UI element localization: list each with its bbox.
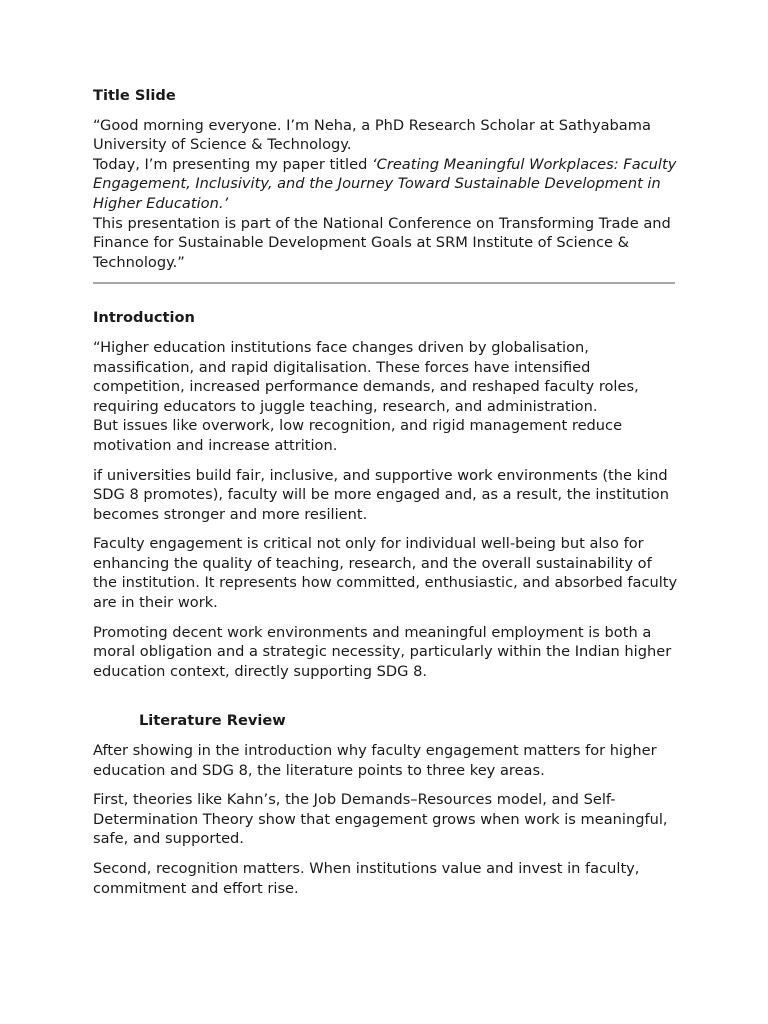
paper-title-prefix: Today, I’m presenting my paper titled <box>93 155 372 173</box>
literature-review-paragraph-2: First, theories like Kahn’s, the Job Demands–Resources model, and Self-Determination Theory show that engagement grows when work is meaningful, safe, and supported. <box>93 791 668 848</box>
title-slide-heading: Title Slide <box>93 87 176 104</box>
horizontal-divider <box>93 282 675 284</box>
introduction-paragraph-1-text-a: “Higher education institutions face changes driven by globalisation, massification, and rapid digitalisation. These forces have intensified competition, increased performance demands, and reshaped faculty roles, requiring educators to juggle teaching, research, and administration. <box>93 338 639 415</box>
section-spacer <box>93 691 678 711</box>
introduction-paragraph-3: Faculty engagement is critical not only for individual well-being but also for enhancing the quality of teaching, research, and the overall sustainability of the institution. It represents how committed, enthusiastic, and absorbed faculty are in their work. <box>93 535 678 612</box>
introduction-paragraph-2: if universities build fair, inclusive, and supportive work environments (the kind SDG 8 promotes), faculty will be more engaged and, as a result, the institution becomes stronger and more resilient. <box>93 466 669 523</box>
paper-title-line <box>93 155 678 214</box>
introduction-paragraph-4: Promoting decent work environments and meaningful employment is both a moral obligation and a strategic necessity, particularly within the Indian higher education context, directly supporting SDG 8. <box>93 623 672 680</box>
title-slide-paragraph <box>93 116 678 273</box>
greeting-text: “Good morning everyone. I’m Neha, a PhD Research Scholar at Sathyabama University of Science & Technology. <box>93 116 651 154</box>
literature-review-heading: Literature Review <box>139 712 286 730</box>
paper-title: ‘Creating Meaningful Workplaces: Faculty Engagement, Inclusivity, and the Journey Toward Sustainable Development in Higher Education.’ <box>93 155 677 212</box>
introduction-paragraph-1 <box>93 338 678 456</box>
conference-text: This presentation is part of the National Conference on Transforming Trade and Finance for Sustainable Development Goals at SRM Institute of Science & Technology.” <box>93 214 671 271</box>
introduction-heading: Introduction <box>93 309 195 327</box>
literature-review-paragraph-3: Second, recognition matters. When institutions value and invest in faculty, commitment and effort rise. <box>93 860 640 897</box>
introduction-paragraph-1-text-b: But issues like overwork, low recognition, and rigid management reduce motivation and increase attrition. <box>93 417 623 454</box>
literature-review-paragraph-1: After showing in the introduction why faculty engagement matters for higher education and SDG 8, the literature points to three key areas. <box>93 742 657 779</box>
document-page <box>93 86 678 908</box>
